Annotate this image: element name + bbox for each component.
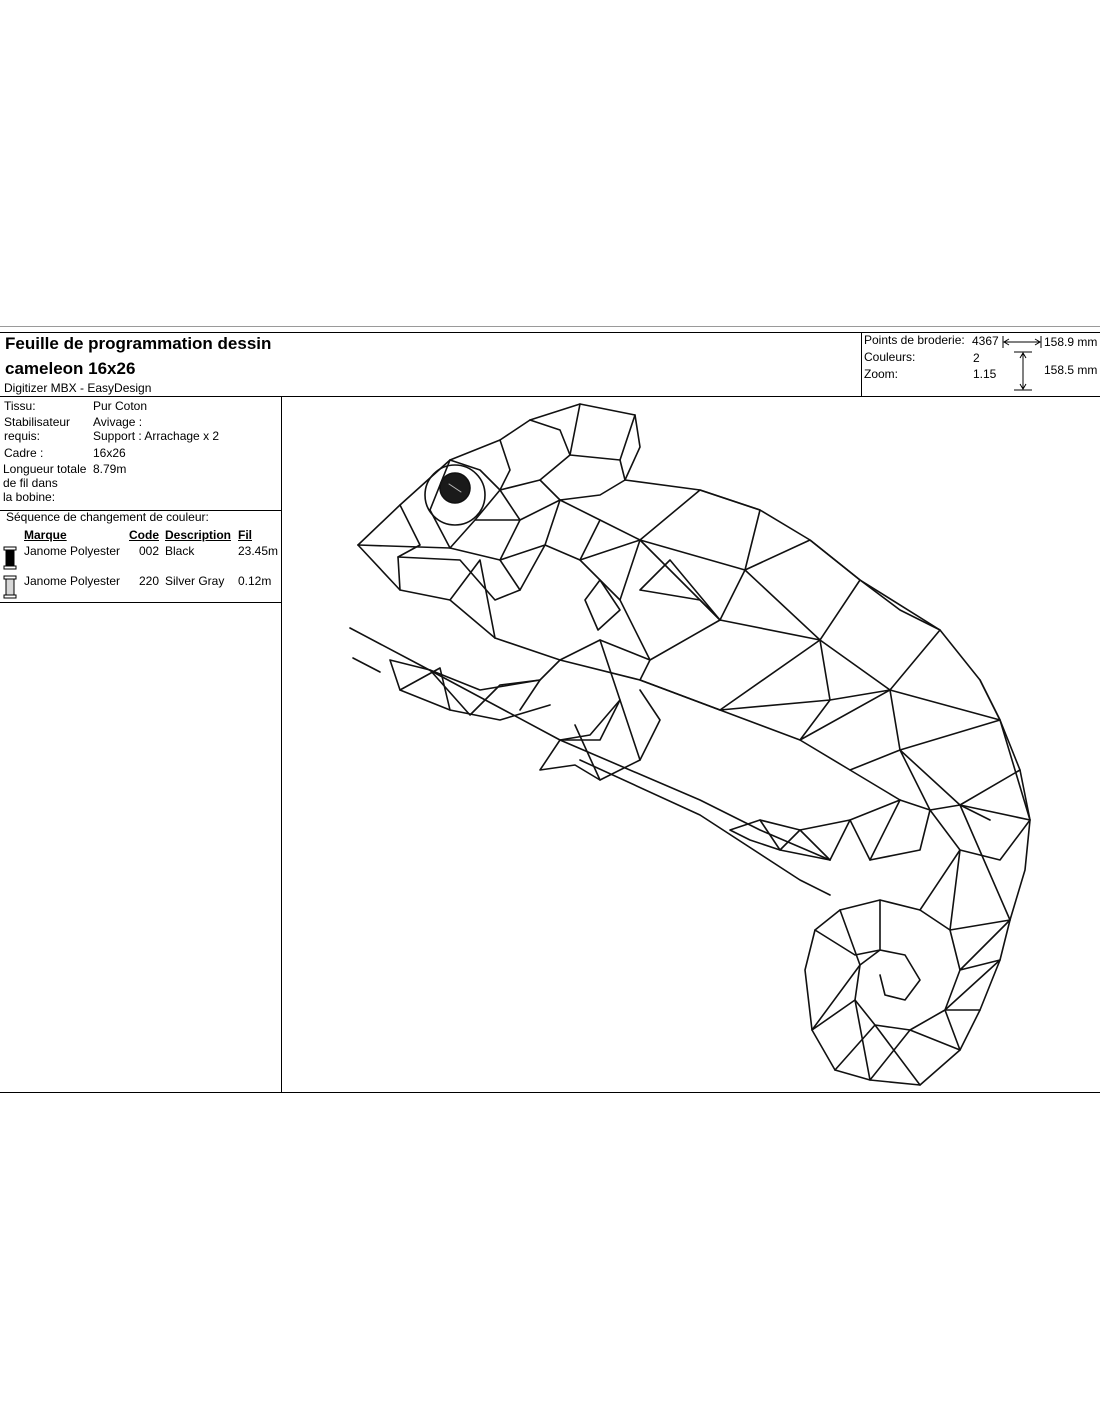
design-width: 158.9 mm bbox=[1044, 335, 1098, 349]
stabilisateur-value-2: Support : Arrachage x 2 bbox=[93, 429, 220, 443]
row-code: 002 bbox=[139, 544, 160, 558]
design-height: 158.5 mm bbox=[1044, 363, 1098, 377]
row-description: Black bbox=[165, 544, 195, 558]
colors-value: 2 bbox=[973, 351, 980, 365]
longueur-label-2: de fil dans bbox=[3, 476, 58, 490]
sheet-bottom-border bbox=[0, 1092, 1100, 1093]
zoom-label: Zoom: bbox=[864, 367, 899, 381]
col-header-thread: Fil bbox=[238, 528, 252, 542]
stabilisateur-label-2: requis: bbox=[4, 429, 41, 443]
thread-spool-black-icon bbox=[3, 546, 17, 570]
thread-spool-gray-icon bbox=[3, 575, 17, 599]
stitches-label: Points de broderie: bbox=[864, 333, 965, 347]
dimension-arrows-icon bbox=[1001, 334, 1043, 394]
stitches-value: 4367 bbox=[972, 334, 999, 348]
cadre-label: Cadre : bbox=[4, 446, 44, 460]
longueur-label-1: Longueur totale bbox=[3, 462, 87, 476]
sheet-title: Feuille de programmation dessin bbox=[5, 334, 272, 353]
sequence-heading: Séquence de changement de couleur: bbox=[6, 510, 209, 524]
design-name: cameleon 16x26 bbox=[5, 359, 136, 378]
cadre-value: 16x26 bbox=[93, 446, 126, 460]
programming-sheet bbox=[0, 326, 1100, 1094]
colors-label: Couleurs: bbox=[864, 350, 916, 364]
sequence-bottom-border bbox=[0, 602, 281, 603]
col-header-description: Description bbox=[165, 528, 232, 542]
longueur-value: 8.79m bbox=[93, 462, 127, 476]
row-code: 220 bbox=[139, 574, 160, 588]
zoom-value: 1.15 bbox=[973, 367, 997, 381]
stabilisateur-value-1: Avivage : bbox=[93, 415, 143, 429]
software-name: Digitizer MBX - EasyDesign bbox=[4, 381, 152, 395]
col-header-brand: Marque bbox=[24, 528, 67, 542]
design-preview-chameleon bbox=[282, 397, 1100, 1092]
longueur-label-3: la bobine: bbox=[3, 490, 56, 504]
stabilisateur-label-1: Stabilisateur bbox=[4, 415, 71, 429]
row-description: Silver Gray bbox=[165, 574, 225, 588]
row-brand: Janome Polyester bbox=[24, 574, 121, 588]
row-brand: Janome Polyester bbox=[24, 544, 121, 558]
row-thread: 23.45m bbox=[238, 544, 279, 558]
row-thread: 0.12m bbox=[238, 574, 272, 588]
stats-divider bbox=[861, 332, 862, 396]
tissu-label: Tissu: bbox=[4, 399, 36, 413]
tissu-value: Pur Coton bbox=[93, 399, 148, 413]
col-header-code: Code bbox=[129, 528, 159, 542]
top-rule bbox=[0, 326, 1100, 327]
